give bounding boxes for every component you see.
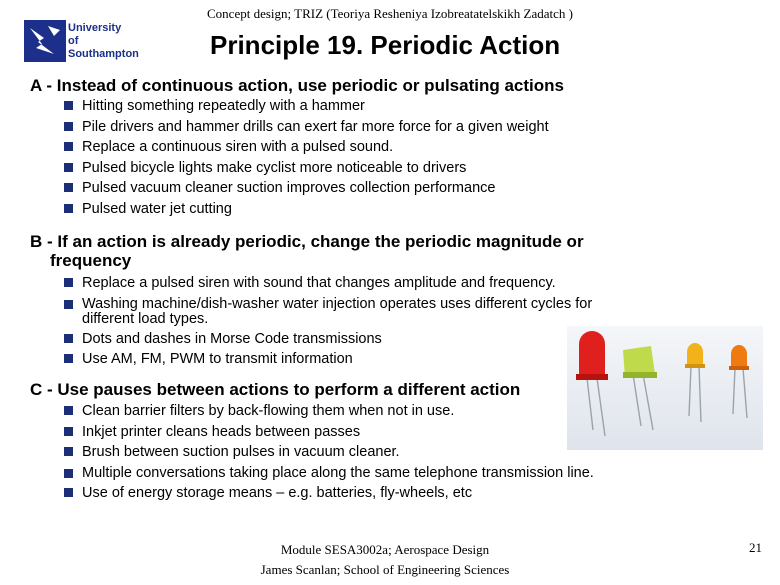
bullet-square-icon — [64, 163, 73, 172]
logo-text-line2: of Southampton — [68, 35, 139, 60]
university-logo — [24, 20, 149, 65]
bullet-square-icon — [64, 278, 73, 287]
list-item: Dots and dashes in Morse Code transmissions — [62, 329, 632, 350]
list-item: Pulsed bicycle lights make cyclist more noticeable to drivers — [62, 158, 549, 179]
bullet-square-icon — [64, 488, 73, 497]
section-c-list — [62, 401, 622, 503]
list-item: Replace a continuous siren with a pulsed sound. — [62, 137, 549, 158]
bullet-square-icon — [64, 142, 73, 151]
list-item: Use of energy storage means – e.g. batteries, fly-wheels, etc — [62, 483, 622, 504]
section-b-heading-line2: frequency — [50, 251, 132, 270]
slide-footer — [200, 540, 570, 580]
list-item: Pulsed vacuum cleaner suction improves collection performance — [62, 178, 549, 199]
bullet-square-icon — [64, 122, 73, 131]
bullet-square-icon — [64, 427, 73, 436]
bullet-square-icon — [64, 204, 73, 213]
section-a-heading: A - Instead of continuous action, use periodic or pulsating actions — [30, 76, 564, 95]
section-b-heading-line1: B - If an action is already periodic, change the periodic magnitude or — [30, 232, 584, 251]
section-a-list — [62, 96, 549, 219]
red-led-icon — [576, 331, 608, 380]
orange-led-icon — [729, 345, 749, 370]
yellow-led-icon — [685, 343, 705, 368]
bullet-square-icon — [64, 300, 73, 309]
green-led-icon — [623, 346, 657, 378]
bullet-square-icon — [64, 469, 73, 478]
footer-line2: James Scanlan; School of Engineering Sciences — [260, 562, 510, 577]
slide-title: Principle 19. Periodic Action — [210, 30, 561, 60]
list-item: Inkjet printer cleans heads between passes — [62, 422, 622, 443]
list-item: Washing machine/dish-washer water injection operates uses different cycles for different load types. — [62, 297, 632, 327]
page-number: 21 — [749, 540, 762, 555]
bullet-square-icon — [64, 334, 73, 343]
bullet-square-icon — [64, 406, 73, 415]
section-c-heading: C - Use pauses between actions to perform a different action — [30, 380, 521, 399]
logo-text — [68, 22, 149, 61]
list-item: Hitting something repeatedly with a hammer — [62, 96, 549, 117]
list-item: Brush between suction pulses in vacuum cleaner. — [62, 442, 622, 463]
bullet-square-icon — [64, 183, 73, 192]
list-item: Pile drivers and hammer drills can exert far more force for a given weight — [62, 117, 549, 138]
list-item: Use AM, FM, PWM to transmit information — [62, 349, 632, 370]
section-b-list — [62, 273, 632, 370]
logo-text-line1: University — [68, 22, 122, 34]
bullet-square-icon — [64, 447, 73, 456]
list-item: Multiple conversations taking place along the same telephone transmission line. — [62, 466, 622, 481]
bullet-square-icon — [64, 101, 73, 110]
list-item: Pulsed water jet cutting — [62, 199, 549, 220]
section-b-heading — [30, 232, 584, 270]
list-item: Replace a pulsed siren with sound that changes amplitude and frequency. — [62, 273, 632, 294]
bullet-square-icon — [64, 354, 73, 363]
university-crest-icon — [24, 20, 66, 62]
list-item: Clean barrier filters by back-flowing them when not in use. — [62, 401, 622, 422]
course-header: Concept design; TRIZ (Teoriya Resheniya Izobreatatelskikh Zadatch ) — [207, 6, 573, 21]
footer-line1: Module SESA3002a; Aerospace Design — [280, 542, 490, 557]
